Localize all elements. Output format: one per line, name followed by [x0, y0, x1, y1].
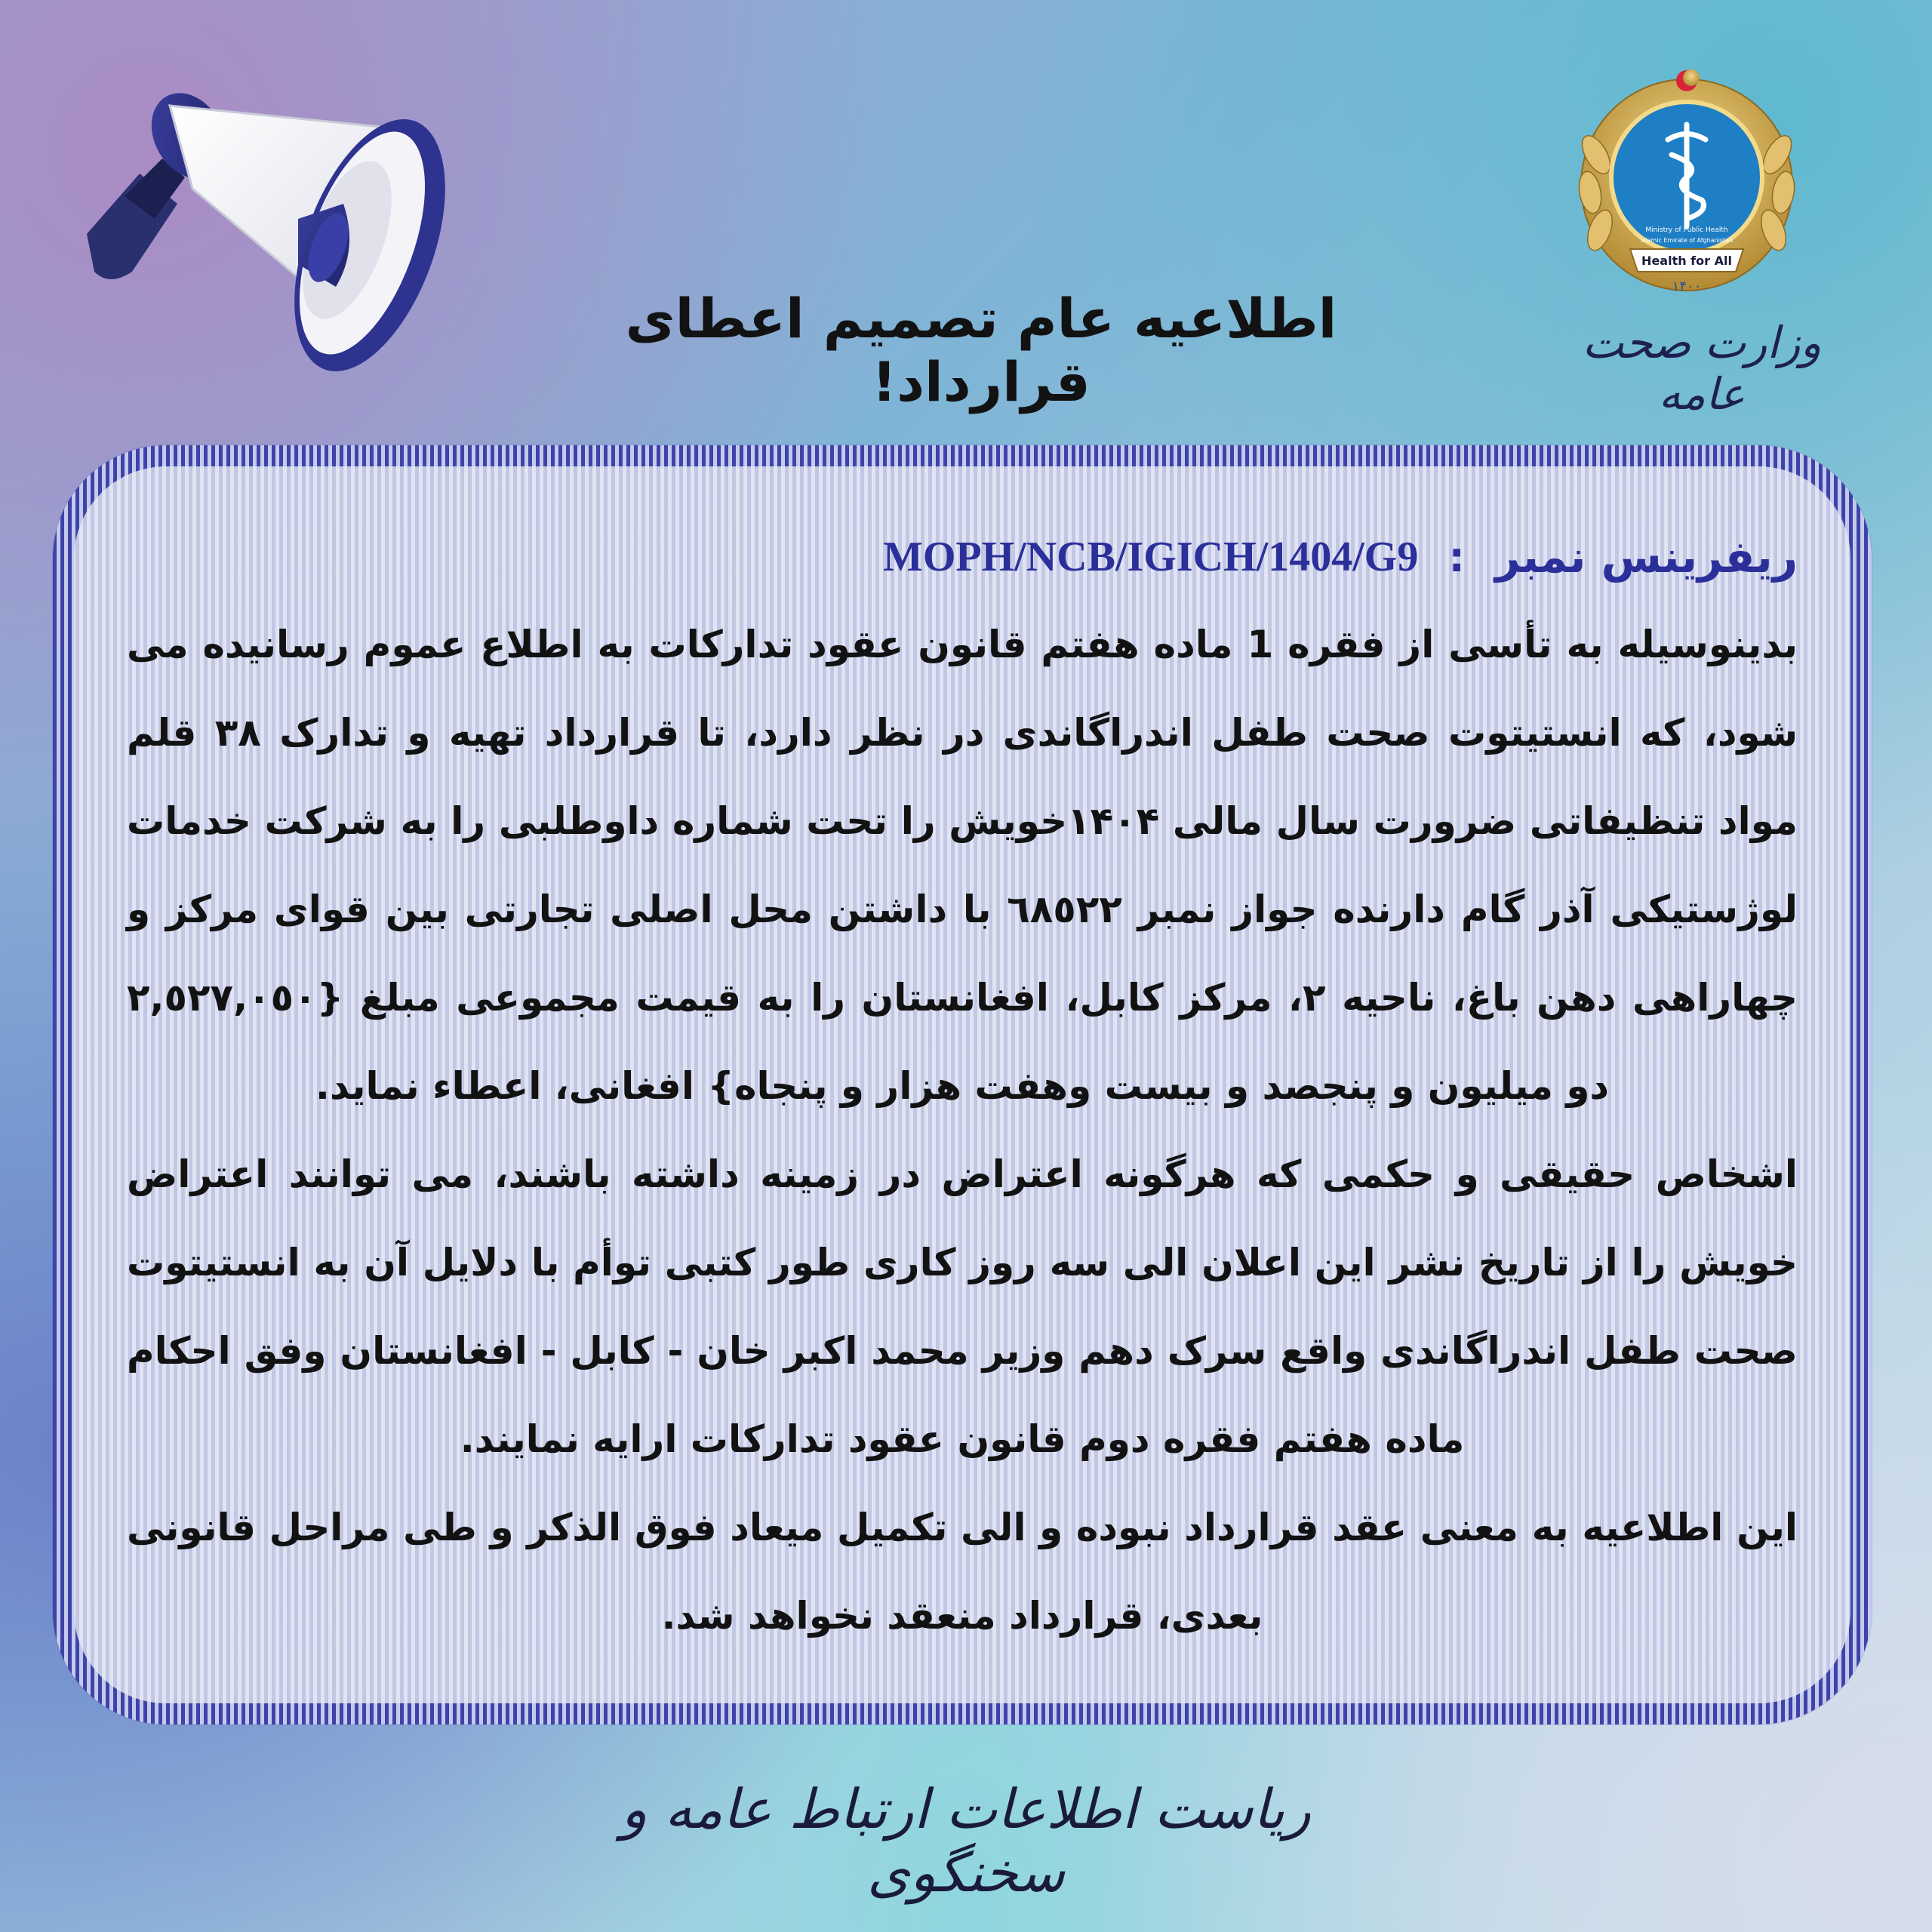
- notice-paragraph-award: بدینوسیله به تأسی از فقره 1 ماده هفتم قانون عقود تدارکات به اطلاع عموم رسانیده می شود، که انستیتوت صحت طفل اندراگاندی در نظر دارد، تا قرارداد تهیه و تدارک ۳۸ قلم مواد تنظیفاتی ضرورت سال مالی ۱۴۰۴خویش را تحت شماره داوطلبی را به شرکت خدمات لوژستیکی آذر گام دارنده جواز نمبر ٦٨٥٢٢ با داشتن محل اصلی تجارتی بین قوای مرکز و چهاراهی دهن باغ، ناحیه ۲، مرکز کابل، افغانستان را به قیمت مجموعی مبلغ {٢,٥٢٧,٠٥٠ دو میلیون و پنجصد و بیست وهفت هزار و پنجاه} افغانی، اعطاء نماید.: [127, 623, 1798, 1108]
- reference-separator: :: [1448, 533, 1465, 581]
- notice-frame: [53, 445, 1872, 1724]
- ministry-logo: [1574, 64, 1800, 306]
- notice-paragraph-objection: اشخاص حقیقی و حکمی که هرگونه اعتراض در زمینه داشته باشند، می توانند اعتراض خویش را از تاریخ نشر این اعلان الی سه روز کاری طور کتبی توأم با دلایل آن به انستیتوت صحت طفل اندراگاندی واقع سرک دهم وزیر محمد اکبر خان - کابل - افغانستان وفق احکام ماده هفتم فقره دوم قانون عقود تدارکات ارایه نمایند.: [127, 1152, 1798, 1461]
- ministry-name: وزارت صحت عامه: [1582, 317, 1822, 420]
- logo-emirate-text: Islamic Emirate of Afghanistan: [1640, 237, 1734, 244]
- footer-signature: ریاست اطلاعات ارتباط عامه و سخنگوی: [620, 1777, 1312, 1904]
- reference-line: [119, 519, 1805, 595]
- reference-number: MOPH/NCB/IGICH/1404/G9: [882, 534, 1419, 580]
- megaphone-icon: [72, 45, 479, 400]
- logo-year: ۱۴۰۰: [1672, 278, 1702, 294]
- logo-motto: Health for All: [1641, 254, 1732, 268]
- notice-paragraph-disclaimer: این اطلاعیه به معنی عقد قرارداد نبوده و الی تکمیل میعاد فوق الذکر و طی مراحل قانونی بعدی، قرارداد منعقد نخواهد شد.: [127, 1506, 1798, 1638]
- logo-ministry-text: Ministry of Public Health: [1645, 226, 1728, 234]
- page-title: اطلاعیه عام تصمیم اعطای قرارداد!: [625, 287, 1337, 414]
- notice-body: [119, 519, 1805, 1673]
- reference-label: ریفرینس نمبر: [1494, 531, 1798, 583]
